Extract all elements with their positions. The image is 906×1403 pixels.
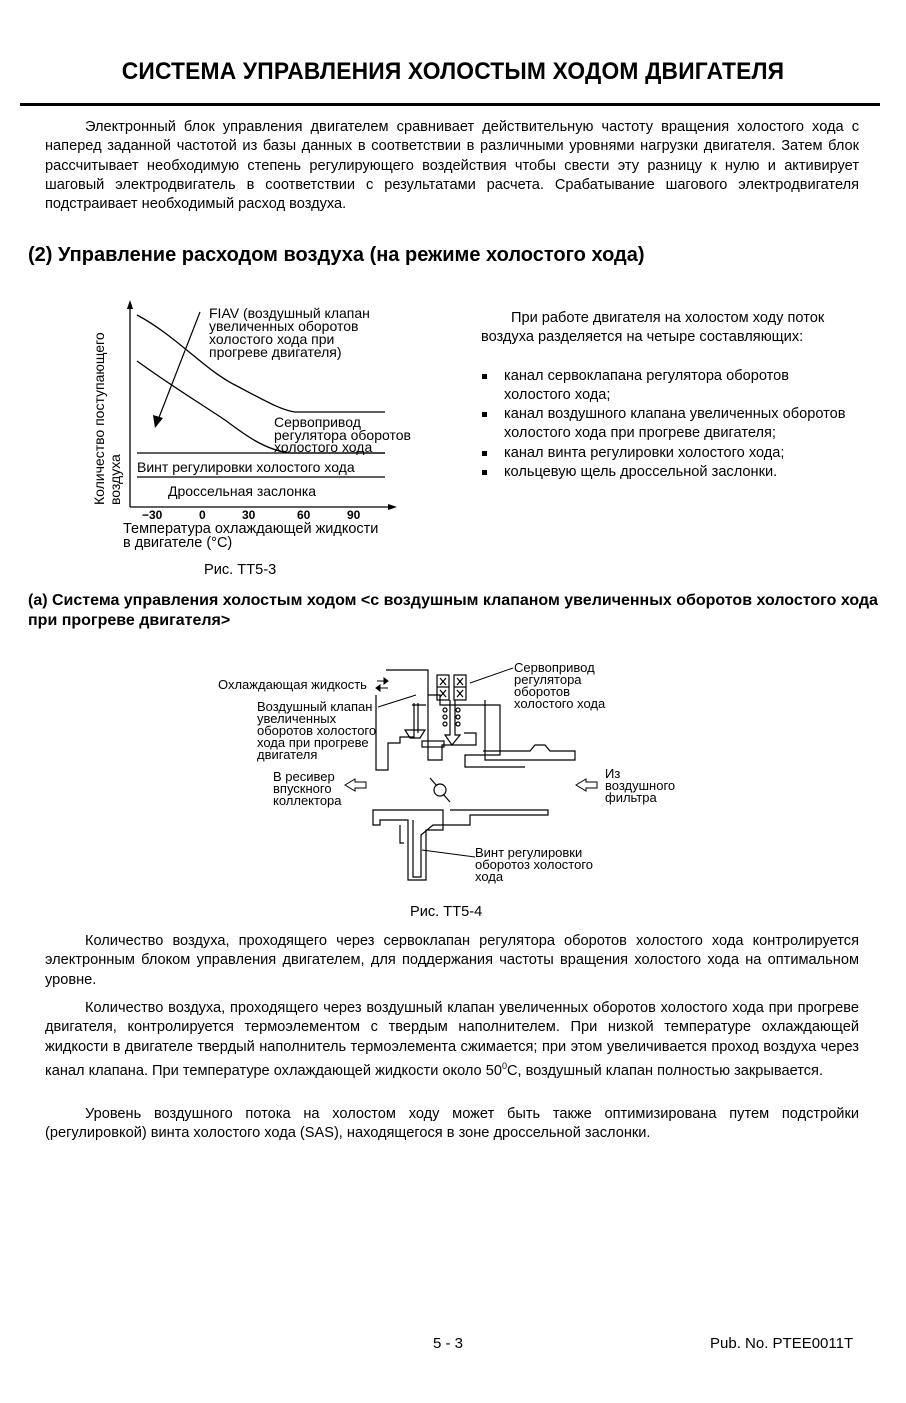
x-axis-label-line2: в двигателе (°C): [123, 535, 233, 551]
svg-text:Воздушный клапан: Воздушный клапан: [257, 699, 373, 714]
svg-text:прогреве двигателя): прогреве двигателя): [209, 344, 342, 360]
svg-text:впускного: впускного: [273, 781, 332, 796]
coolant-label: Охлаждающая жидкость: [218, 677, 367, 692]
svg-text:Из: Из: [605, 766, 621, 781]
figure1-caption: Рис. ТТ5-3: [204, 562, 277, 578]
svg-text:60: 60: [297, 508, 311, 522]
paragraph-servo: Количество воздуха, проходящего через сервоклапан регулятора оборотов холостого хода контролируется электронным блоком управления двигателем, для поддержания частоты вращения холостого хода на оптимальном уровне.: [45, 933, 859, 988]
airflow-components: [481, 309, 851, 482]
figure-airflow-vs-temperature: [85, 295, 435, 555]
list-item: канал винта регулировки холостого хода;: [481, 444, 851, 463]
y-axis-label-line2: воздуха: [107, 454, 123, 505]
svg-text:Сервопривод: Сервопривод: [514, 660, 595, 675]
svg-text:−30: −30: [142, 508, 163, 522]
svg-text:холостого хода: холостого хода: [514, 696, 606, 711]
title-divider: [20, 103, 880, 106]
svg-text:0: 0: [199, 508, 206, 522]
list-item: канал сервоклапана регулятора оборотов холостого хода;: [481, 367, 851, 406]
svg-text:30: 30: [242, 508, 256, 522]
svg-text:воздушного: воздушного: [605, 778, 676, 793]
svg-text:увеличенных: увеличенных: [257, 711, 337, 726]
throttle-band-label: Дроссельная заслонка: [168, 483, 317, 499]
svg-text:Винт регулировки: Винт регулировки: [475, 845, 583, 860]
svg-text:регулятора: регулятора: [514, 672, 582, 687]
svg-text:оборотов: оборотов: [514, 684, 571, 699]
components-intro: При работе двигателя на холостом ходу поток воздуха разделяется на четыре составляющих:: [481, 310, 825, 346]
intro-paragraph: [45, 118, 859, 214]
svg-text:регулятора оборотов: регулятора оборотов: [274, 427, 411, 443]
bullet-icon: [482, 451, 487, 456]
svg-text:оборотов холостого: оборотов холостого: [257, 723, 377, 738]
svg-text:двигателя: двигателя: [257, 747, 318, 762]
list-item: кольцевую щель дроссельной заслонки.: [481, 463, 851, 482]
page-number: 5 - 3: [433, 1335, 464, 1352]
svg-text:оборотоз холостого: оборотоз холостого: [475, 857, 594, 872]
svg-text:В ресивер: В ресивер: [273, 769, 335, 784]
list-item: канал воздушного клапана увеличенных оборотов холостого хода при прогреве двигателя;: [481, 405, 851, 444]
svg-text:FIAV (воздушный клапан: FIAV (воздушный клапан: [209, 305, 370, 321]
svg-text:увеличенных оборотов: увеличенных оборотов: [209, 318, 359, 334]
screw-band-label: Винт регулировки холостого хода: [137, 459, 355, 475]
publication-number: Pub. No. PTEE0011T: [710, 1335, 854, 1352]
svg-text:хода при прогреве: хода при прогреве: [257, 735, 369, 750]
paragraph-sas: Уровень воздушного потока на холостом ходу может быть также оптимизирована путем подстройки (регулировкой) винта холостого хода (SAS), находящегося в зоне дроссельной заслонки.: [45, 1106, 859, 1142]
y-axis-label-line1: Количество поступающего: [91, 332, 107, 505]
bullet-icon: [482, 374, 487, 379]
subsection-heading: (a) Система управления холостым ходом <с воздушным клапаном увеличенных оборотов холостого хода при прогреве двигателя>: [28, 592, 878, 629]
paragraph-fiav: Количество воздуха, проходящего через воздушный клапан увеличенных оборотов холостого хода при прогреве двигателя, контролируется термоэлементом с твердым наполнителем. При низкой температуре охлаждающей жидкости в двигателе твердый наполнитель термоэлемента сжимается; при этом увеличивается проход воздуха через канал клапана. При температуре охлаждающей жидкости около $50^0C$, воздушный клапан полностью закрывается.: [45, 1000, 859, 1079]
svg-text:хода: хода: [475, 869, 504, 884]
section-heading: (2) Управление расходом воздуха (на режиме холостого хода): [28, 244, 645, 266]
x-axis-label-line1: Температура охлаждающей жидкости: [123, 521, 379, 537]
svg-text:холостого хода при: холостого хода при: [209, 331, 335, 347]
svg-text:90: 90: [347, 508, 361, 522]
bullet-icon: [482, 470, 487, 475]
svg-text:холостого хода: холостого хода: [274, 439, 373, 455]
svg-text:Сервопривод: Сервопривод: [274, 414, 361, 430]
components-list: [481, 367, 851, 483]
figure2-caption: Рис. ТТ5-4: [410, 904, 483, 920]
page-title: СИСТЕМА УПРАВЛЕНИЯ ХОЛОСТЫМ ХОДОМ ДВИГАТЕЛЯ: [121, 58, 785, 85]
svg-text:коллектора: коллектора: [273, 793, 342, 808]
intro-paragraph-text: Электронный блок управления двигателем сравнивает действительную частоту вращения холостого хода с наперед заданной частотой из базы данных в соответствии в различными уровнями нагрузки двигателя. Затем блок рассчитывает необходимую степень регулирующего воздействия чтобы свести эту разницу к нулю и активирует шаговый электродвигатель в соответствии с результатами расчета. Срабатывание шагового электродвигателя подстраивает необходимый расход воздуха.: [45, 119, 859, 213]
svg-text:фильтра: фильтра: [605, 790, 657, 805]
bullet-icon: [482, 412, 487, 417]
figure-idle-control-diagram: [200, 655, 700, 895]
